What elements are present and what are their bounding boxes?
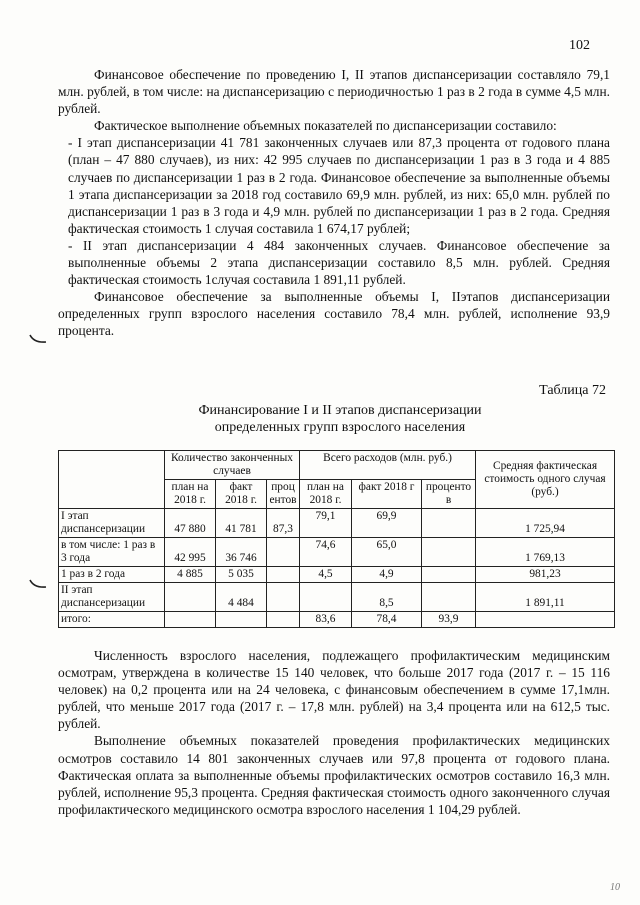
paragraph: Выполнение объемных показателей проведения профилактических медицинских осмотров составило 14 801 законченных случаев или 97,8 процента от годового плана. Фактическая оплата за выполненные объемы профилактических осмотров составило 16,3 млн. рублей, исполнение 95,3 процента. Средняя фактическая стоимость одного законченного случая профилактического медицинского осмотра взрослого населения 1 104,29 рублей. [58, 733, 610, 817]
table-number: Таблица 72 [539, 383, 606, 398]
cell [267, 538, 300, 567]
paragraph: Численность взрослого населения, подлежащего профилактическим медицинским осмотрам, утверждена в количестве 15 140 человек, что больше 2017 года (2017 г. – 15 116 человек) на 0,2 процента или на 24 человека, с финансовым обеспечением в сумме 17,1млн. рублей, что меньше 2017 года (2017 г. – 17,8 млн. рублей) на 3,4 процента или на 612,5 тыс. рублей. [58, 648, 610, 732]
cell: 5 035 [216, 567, 267, 583]
tick-mark-icon [28, 578, 48, 590]
cell: 36 746 [216, 538, 267, 567]
cell: 4,9 [352, 567, 422, 583]
table-row [59, 509, 615, 538]
table-row [59, 538, 615, 567]
cell [165, 583, 216, 612]
table-title-line: Финансирование I и II этапов диспансеризации [198, 403, 482, 418]
cell: 8,5 [352, 583, 422, 612]
list-item: - II этап диспансеризации 4 484 законченных случаев. Финансовое обеспечение за выполненные объемы 2 этапа диспансеризации составило 8,5 млн. рублей. Средняя фактическая стоимость 1случая составила 1 891,11 рублей. [68, 237, 610, 288]
row-label: итого: [59, 612, 165, 628]
cell: 78,4 [352, 612, 422, 628]
financing-table [58, 450, 615, 628]
subheader-percent: процентов [422, 480, 476, 509]
cell: 83,6 [300, 612, 352, 628]
page-number: 102 [569, 38, 590, 53]
subheader-percent: процентов [267, 480, 300, 509]
cell [422, 583, 476, 612]
cell: 87,3 [267, 509, 300, 538]
paragraph: Финансовое обеспечение по проведению I, II этапов диспансеризации составляло 79,1 млн. рублей, в том числе: на диспансеризацию с периодичностью 1 раз в 2 года в сумме 4,5 млн. рублей. [58, 67, 610, 117]
margin-tick-mark [28, 330, 48, 348]
cell [422, 509, 476, 538]
text-block-bottom [58, 647, 610, 818]
list-item: - I этап диспансеризации 41 781 законченных случаев или 87,3 процента от годового плана (план – 47 880 случаев), из них: 42 995 случаев по диспансеризации 1 раз в 3 года и 4 885 случаев по диспансеризации 1 раз в 2 года. Финансовое обеспечение за выполненные объемы 1 этапа диспансеризации за 2018 год составило 69,9 млн. рублей, из них: 65,0 млн. рублей по диспансеризации 1 раз в 3 года и 4,9 млн. рублей по диспансеризации 1 раз в 2 года. Средняя фактическая стоимость 1 случая составила 1 674,17 рублей; [68, 135, 610, 236]
header-count-group: Количество законченных случаев [165, 451, 300, 480]
cell: 93,9 [422, 612, 476, 628]
table-row [59, 583, 615, 612]
cell: 4 885 [165, 567, 216, 583]
cell: 69,9 [352, 509, 422, 538]
cell: 74,6 [300, 538, 352, 567]
header-avg-cost: Средняя фактическая стоимость одного случая (руб.) [476, 451, 615, 509]
cell: 4,5 [300, 567, 352, 583]
subheader-plan: план на 2018 г. [300, 480, 352, 509]
cell [216, 612, 267, 628]
cell: 41 781 [216, 509, 267, 538]
text-block-top [58, 66, 610, 340]
cell [422, 538, 476, 567]
cell [267, 612, 300, 628]
cell: 981,23 [476, 567, 615, 583]
cell [300, 583, 352, 612]
corner-handwritten-mark: 10 [610, 882, 620, 893]
cell: 47 880 [165, 509, 216, 538]
table-row [59, 567, 615, 583]
paragraph: Фактическое выполнение объемных показателей по диспансеризации составило: [94, 118, 557, 134]
row-label: 1 раз в 2 года [59, 567, 165, 583]
cell: 42 995 [165, 538, 216, 567]
row-label: в том числе: 1 раз в 3 года [59, 538, 165, 567]
cell [267, 567, 300, 583]
table-header-row [59, 451, 615, 480]
cell [476, 612, 615, 628]
cell: 1 769,13 [476, 538, 615, 567]
cell: 1 725,94 [476, 509, 615, 538]
cell: 65,0 [352, 538, 422, 567]
tick-mark-icon [28, 333, 48, 345]
subheader-fact: факт 2018 г [352, 480, 422, 509]
table-title-line: определенных групп взрослого населения [214, 420, 466, 435]
header-cost-group: Всего расходов (млн. руб.) [300, 451, 476, 480]
paragraph: Финансовое обеспечение за выполненные объемы I, IIэтапов диспансеризации определенных групп взрослого населения составило 78,4 млн. рублей, исполнение 93,9 процента. [58, 289, 610, 339]
table-row-total [59, 612, 615, 628]
row-label: I этап диспансеризации [59, 509, 165, 538]
cell [422, 567, 476, 583]
cell [267, 583, 300, 612]
cell: 1 891,11 [476, 583, 615, 612]
subheader-plan: план на 2018 г. [165, 480, 216, 509]
cell: 4 484 [216, 583, 267, 612]
cell: 79,1 [300, 509, 352, 538]
subheader-fact: факт 2018 г. [216, 480, 267, 509]
cell [165, 612, 216, 628]
row-label: II этап диспансеризации [59, 583, 165, 612]
table-title [140, 402, 540, 436]
header-empty [59, 451, 165, 509]
margin-tick-mark [28, 575, 48, 593]
